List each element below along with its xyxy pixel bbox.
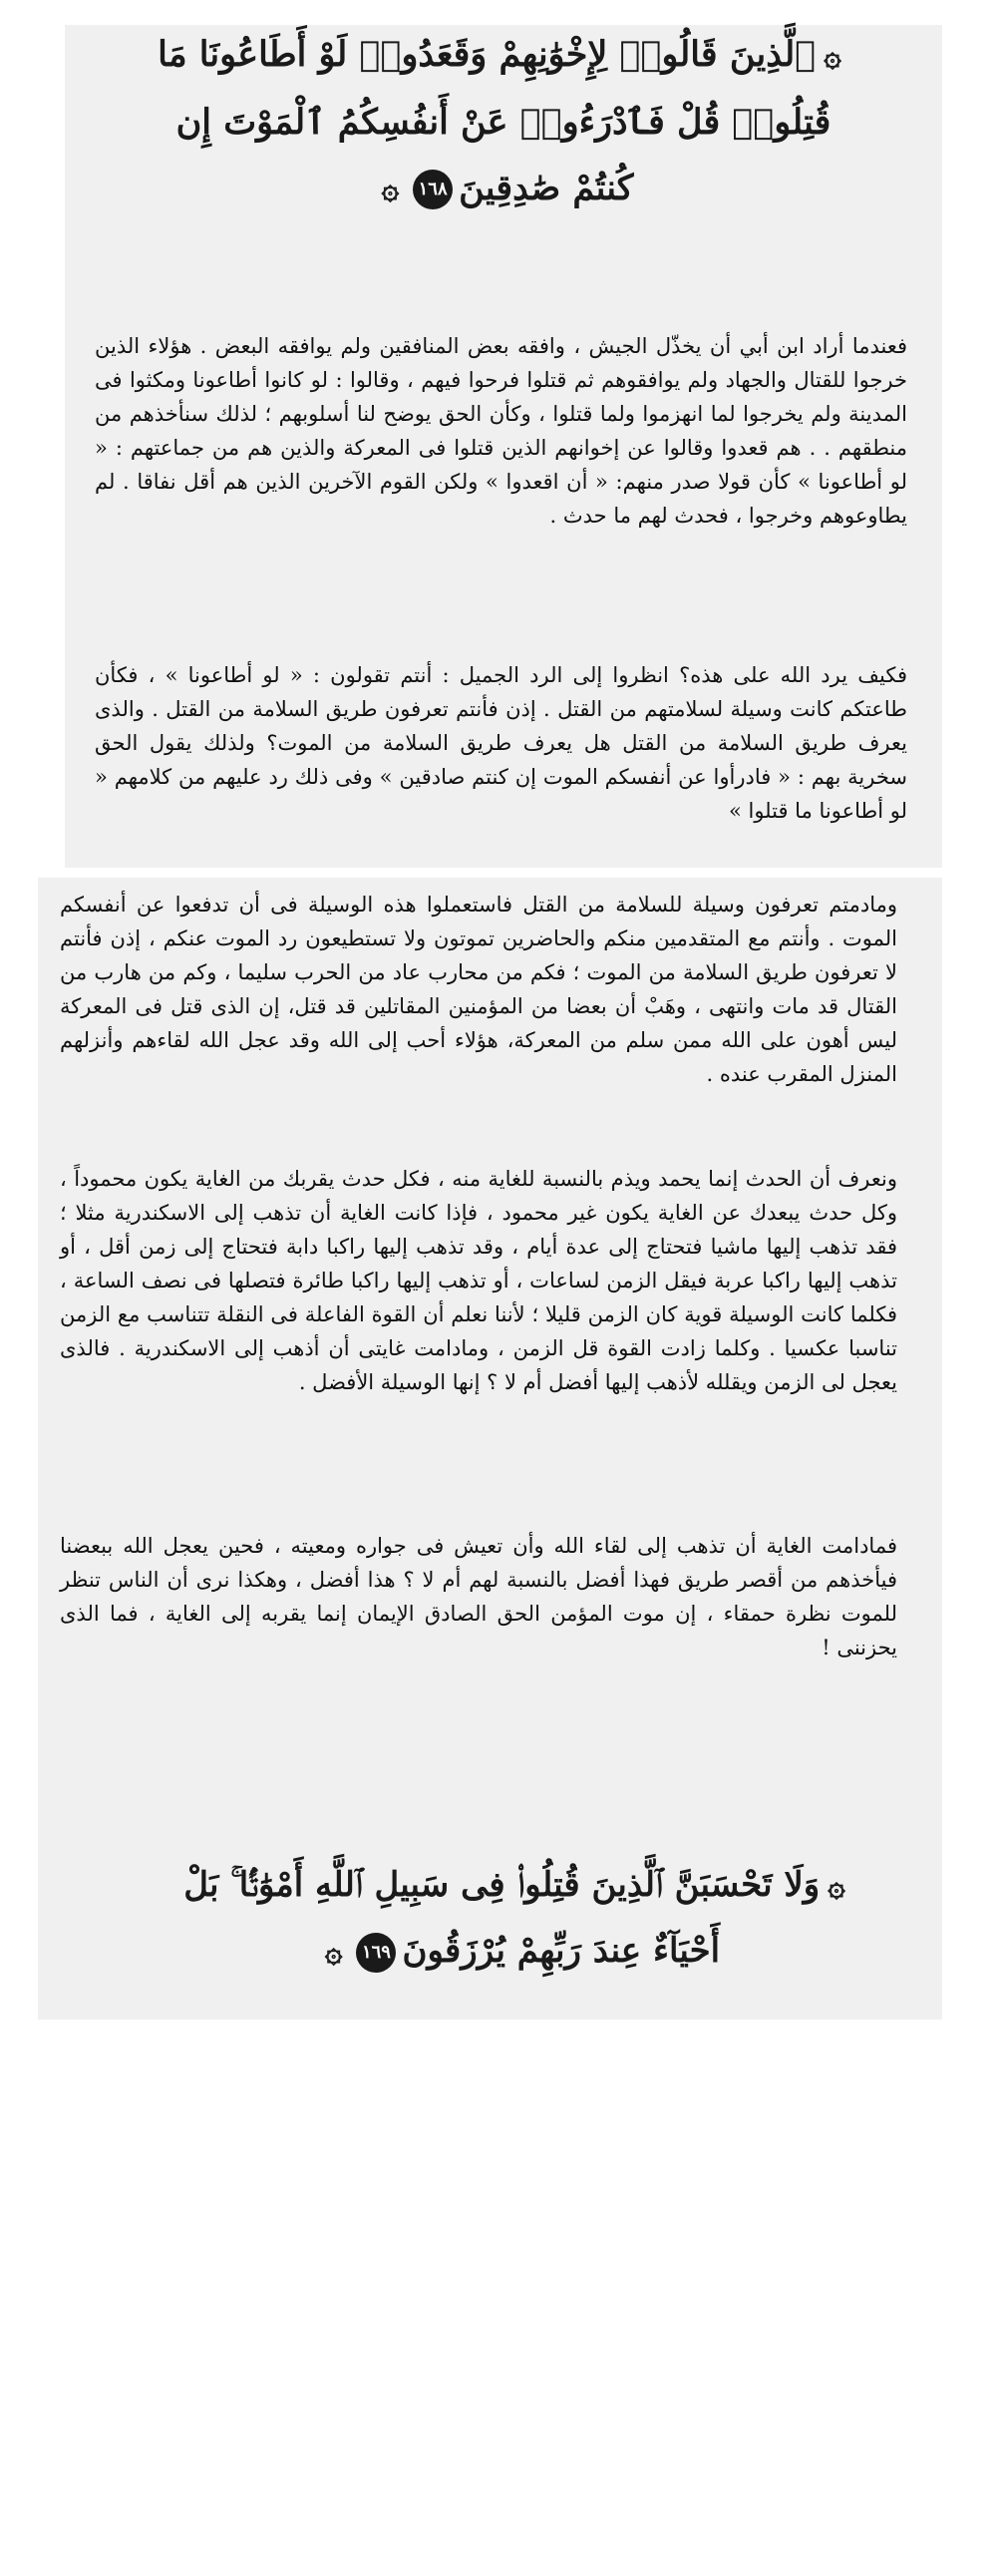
ayah-number-badge: ١٦٨ — [413, 170, 453, 209]
verse-line — [110, 156, 897, 223]
verse-ornament-icon: ۞ — [828, 1869, 845, 1904]
verse-line — [140, 1919, 897, 1985]
verse-line-text: أَحْيَآءٌ عِندَ رَبِّهِمْ يُرْزَقُونَ — [402, 1931, 721, 1971]
commentary-paragraph: فكيف يرد الله على هذه؟ انظروا إلى الرد الجميل : أنتم تقولون : « لو أطاعونا » ، فكأن طاعتكم كانت وسيلة لسلامتهم من القتل . إذن فأنتم تعرفون طريق السلامة من القتل . والذى يعرف طريق السلامة من القتل هل يعرف طريق السلامة من الموت؟ ولذلك يقول الحق سخرية بهم : « فادرأوا عن أنفسكم الموت إن كنتم صادقين » وفى ذلك رد عليهم من كلامهم « لو أطاعونا ما قتلوا » — [95, 663, 907, 823]
verse-line — [110, 22, 897, 90]
commentary-paragraph: فمادامت الغاية أن تذهب إلى لقاء الله وأن تعيش فى جواره ومعيته ، فحين يعجل الله ببعضنا فيأخذهم من أقصر طريق فهذا أفضل بالنسبة لهم أم لا ؟ هذا أفضل ، وهكذا نرى أن الناس تنظر للموت نظرة حمقاء ، إن موت المؤمن الحق الصادق الإيمان إنما يقربه إلى الغاية ، فما الذى يحزننى ! — [60, 1534, 897, 1659]
verse-line-text: قُتِلُوا۟ قُلْ فَٱدْرَءُوا۟ عَنْ أَنفُسِكُمُ ٱلْمَوْتَ إِن — [175, 101, 831, 143]
verse-ornament-icon: ۞ — [381, 172, 400, 206]
verse-ornament-icon: ۞ — [324, 1935, 343, 1970]
verse-line-text: ٱلَّذِينَ قَالُوا۟ لِإِخْوَٰنِهِمْ وَقَعَدُوا۟ لَوْ أَطَاعُونَا مَا — [158, 34, 817, 75]
commentary-paragraph: ومادمتم تعرفون وسيلة للسلامة من القتل فاستعملوا هذه الوسيلة فى أن تدفعوا عن أنفسكم الموت . وأنتم مع المتقدمين منكم والحاضرين تموتون ولا تستطيعون رد الموت عنكم ، إذن فأنتم لا تعرفون طريق السلامة من الموت ؛ فكم من محارب عاد من الحرب سليما ، وكم من هارب من القتال قد مات وانتهى ، وهَبْ أن بعضا من المؤمنين المقاتلين قد قتل، إن الذى قتل فى المعركة ليس أهون على الله ممن سلم من المعركة، هؤلاء أحب إلى الله وقد عجل الله لقاءهم وأنزلهم المنزل المقرب عنده . — [60, 893, 897, 1086]
verse-line-text: كُنتُمْ صَٰدِقِينَ — [459, 167, 634, 208]
ayah-number-badge: ١٦٩ — [356, 1933, 396, 1973]
verse-line — [140, 1853, 897, 1919]
quran-verse-168 — [110, 22, 897, 222]
verse-line-text: وَلَا تَحْسَبَنَّ ٱلَّذِينَ قُتِلُوا۟ فِى سَبِيلِ ٱللَّهِ أَمْوَٰتًۢا ۚ بَلْ — [183, 1865, 821, 1905]
commentary-paragraph: ونعرف أن الحدث إنما يحمد ويذم بالنسبة للغاية منه ، فكل حدث يقربك من الغاية يكون محموداً ، وكل حدث يبعدك عن الغاية يكون غير محمود ، فإذا كانت الغاية أن تذهب إلى الاسكندرية مثلا ؛ فقد تذهب إليها ماشيا فتحتاج إلى عدة أيام ، وقد تذهب إليها راكبا دابة فتحتاج إلى زمن أقل ، أو تذهب إليها راكبا عربة فيقل الزمن لساعات ، أو تذهب إليها راكبا طائرة فتصلها فى نصف الساعة ، فكلما كانت الوسيلة قوية كان الزمن قليلا ؛ لأننا نعلم أن القوة الفاعلة فى النقلة تتناسب مع الزمن تناسبا عكسيا . وكلما زادت القوة قل الزمن ، ومادامت غايتى أن أذهب إلى الاسكندرية . فالذى يعجل لى الزمن ويقلله لأذهب إليها أفضل أم لا ؟ إنها الوسيلة الأفضل . — [60, 1167, 897, 1394]
commentary-paragraph: فعندما أراد ابن أبي أن يخذّل الجيش ، وافقه بعض المنافقين ولم يوافقه البعض . هؤلاء الذين خرجوا للقتال والجهاد ولم يوافقوهم ثم قتلوا فرحوا فيهم ، وقالوا : لو كانوا أطاعونا ومكثوا فى المدينة ولم يخرجوا لما انهزموا ولما قتلوا ، وكأن الحق يوضح لنا أسلوبهم ؛ لذلك سنأخذهم من منطقهم . . هم قعدوا وقالوا عن إخوانهم الذين قتلوا فى المعركة والذين هم من جماعتهم : « لو أطاعونا » كأن قولا صدر منهم: « أن اقعدوا » ولكن القوم الآخرين الذين هم أقل نفاقا . لم يطاوعوهم وخرجوا ، فحدث لهم ما حدث . — [95, 334, 907, 528]
verse-ornament-icon: ۞ — [824, 38, 841, 74]
quran-verse-169 — [140, 1853, 897, 1985]
